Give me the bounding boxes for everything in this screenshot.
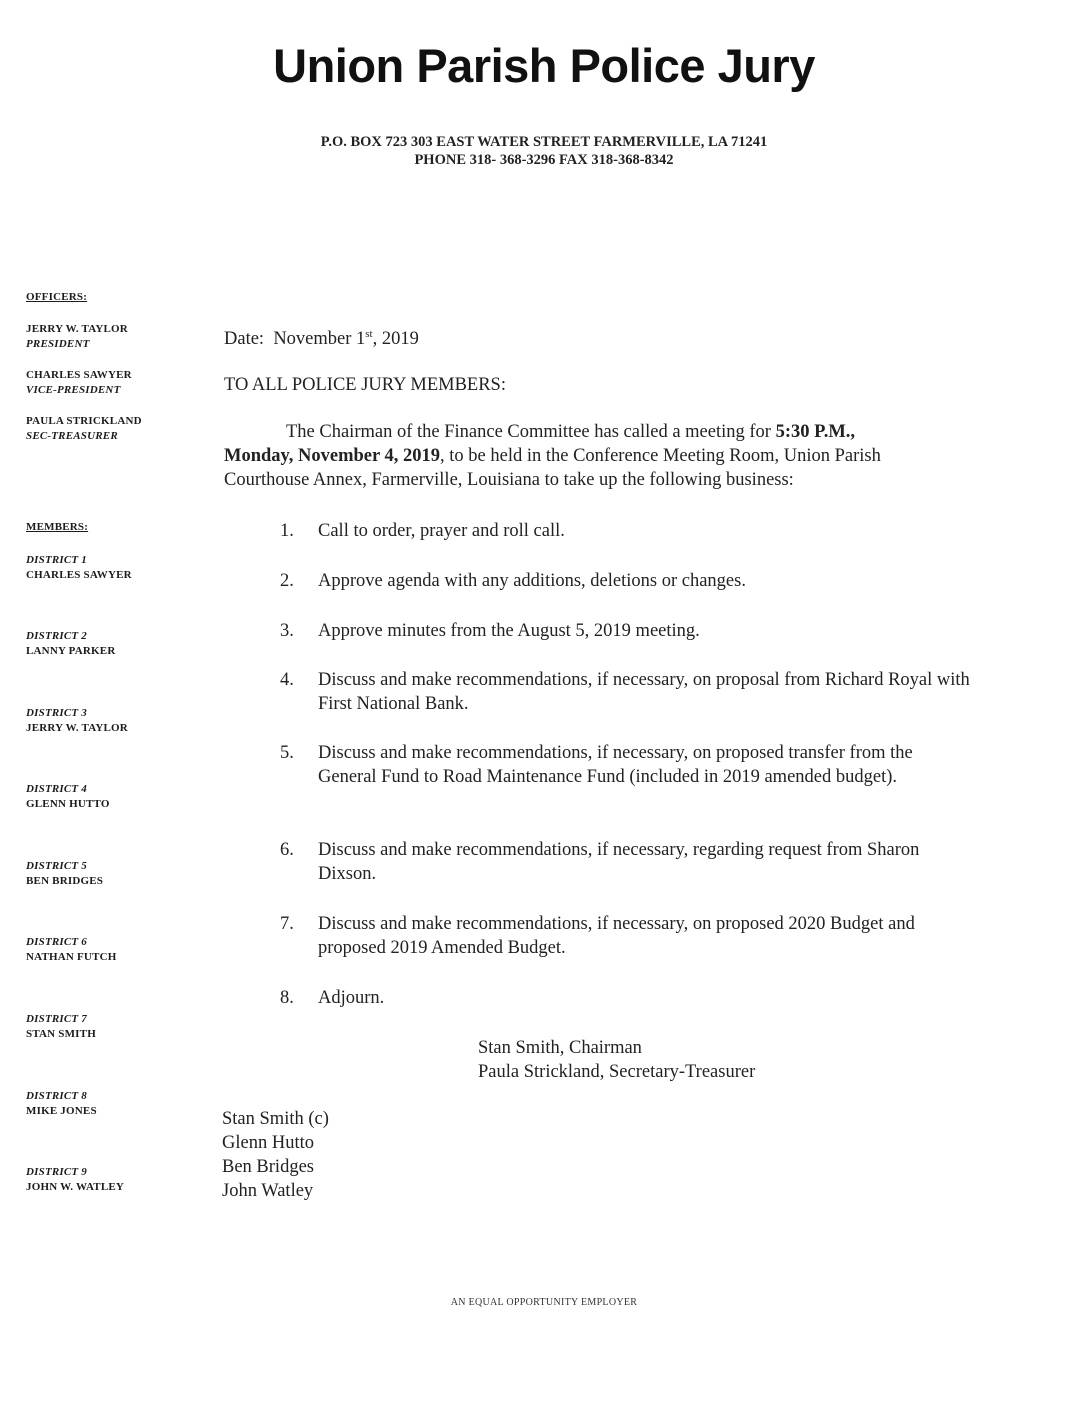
member-district: DISTRICT 5	[26, 860, 87, 872]
officer-entry	[26, 322, 128, 352]
signature-block	[478, 1036, 755, 1084]
member-district: DISTRICT 7	[26, 1013, 87, 1025]
member-name: MIKE JONES	[26, 1105, 97, 1117]
agenda-text: Approve minutes from the August 5, 2019 meeting.	[318, 621, 700, 641]
committee-member: Ben Bridges	[222, 1157, 314, 1177]
member-district: DISTRICT 3	[26, 707, 87, 719]
member-name: CHARLES SAWYER	[26, 569, 132, 581]
member-entry	[26, 1165, 124, 1195]
member-name: BEN BRIDGES	[26, 875, 104, 887]
member-name: NATHAN FUTCH	[26, 951, 117, 963]
member-entry	[26, 1012, 96, 1042]
agenda-number: 8.	[280, 988, 294, 1008]
member-district: DISTRICT 9	[26, 1166, 87, 1178]
officer-title: VICE-PRESIDENT	[26, 384, 121, 396]
agenda-number: 6.	[280, 840, 294, 860]
member-entry	[26, 706, 128, 736]
member-entry	[26, 782, 110, 812]
member-name: LANNY PARKER	[26, 645, 116, 657]
agenda-item	[280, 912, 970, 960]
agenda-item	[280, 741, 970, 789]
member-name: GLENN HUTTO	[26, 798, 110, 810]
member-district: DISTRICT 6	[26, 936, 87, 948]
officer-entry	[26, 414, 142, 444]
officer-entry	[26, 368, 132, 398]
members-heading: MEMBERS:	[26, 521, 89, 533]
agenda-number: 7.	[280, 914, 294, 934]
intro-part1: The Chairman of the Finance Committee has called a meeting for	[286, 422, 776, 442]
date-suffix: st	[365, 328, 373, 340]
intro-paragraph	[224, 420, 964, 492]
date-month-day: November 1	[273, 329, 366, 350]
meeting-time: 5:30 P.M.,	[775, 422, 856, 442]
agenda-number: 2.	[280, 571, 294, 591]
member-district: DISTRICT 8	[26, 1090, 87, 1102]
agenda-text: Approve agenda with any additions, deletions or changes.	[318, 571, 746, 591]
intro-part2: , to be held in the Conference Meeting Room, Union Parish Courthouse Annex, Farmerville, Louisiana to take up the following business:	[224, 446, 881, 490]
signature-line: Stan Smith, Chairman	[478, 1038, 642, 1058]
agenda-item	[280, 668, 970, 716]
letter-date	[224, 322, 419, 351]
committee-member: John Watley	[222, 1181, 314, 1201]
agenda-text: Discuss and make recommendations, if necessary, on proposed 2020 Budget and proposed 2019 Amended Budget.	[318, 914, 915, 958]
date-label: Date:	[224, 329, 265, 350]
member-name: JOHN W. WATLEY	[26, 1181, 125, 1193]
officers-heading: OFFICERS:	[26, 291, 88, 303]
agenda-item	[280, 569, 970, 593]
date-year: , 2019	[372, 329, 419, 350]
agenda-number: 1.	[280, 521, 294, 541]
officer-name: JERRY W. TAYLOR	[26, 323, 128, 335]
agenda-text: Call to order, prayer and roll call.	[318, 521, 565, 541]
agenda-text: Adjourn.	[318, 988, 385, 1008]
letterhead-address: P.O. BOX 723 303 EAST WATER STREET FARMERVILLE, LA 71241	[320, 134, 768, 150]
member-name: STAN SMITH	[26, 1028, 96, 1040]
signature-line: Paula Strickland, Secretary-Treasurer	[478, 1062, 756, 1082]
agenda-text: Discuss and make recommendations, if necessary, on proposal from Richard Royal with First National Bank.	[318, 670, 970, 714]
agenda-item	[280, 838, 970, 886]
officer-name: CHARLES SAWYER	[26, 369, 132, 381]
agenda-number: 5.	[280, 743, 294, 763]
footer-text: AN EQUAL OPPORTUNITY EMPLOYER	[450, 1297, 638, 1308]
committee-members-list	[222, 1107, 329, 1203]
member-entry	[26, 859, 103, 889]
member-entry	[26, 1089, 97, 1119]
meeting-date: Monday, November 4, 2019	[224, 446, 441, 466]
salutation: TO ALL POLICE JURY MEMBERS:	[224, 375, 506, 395]
agenda-item	[280, 986, 970, 1010]
letterhead-title: Union Parish Police Jury	[273, 39, 815, 92]
member-entry	[26, 935, 117, 965]
officer-title: SEC-TREASURER	[26, 430, 118, 442]
agenda-text: Discuss and make recommendations, if necessary, on proposed transfer from the General Fund to Road Maintenance Fund (included in 2019 amended budget).	[318, 743, 913, 787]
member-entry	[26, 553, 132, 583]
member-entry	[26, 629, 115, 659]
officer-title: PRESIDENT	[26, 338, 90, 350]
agenda-number: 3.	[280, 621, 294, 641]
agenda-item	[280, 519, 970, 543]
letterhead-phone-fax: PHONE 318- 368-3296 FAX 318-368-8342	[414, 152, 674, 168]
member-district: DISTRICT 4	[26, 783, 87, 795]
officer-name: PAULA STRICKLAND	[26, 415, 142, 427]
member-district: DISTRICT 2	[26, 630, 87, 642]
committee-member: Stan Smith (c)	[222, 1109, 329, 1129]
agenda-text: Discuss and make recommendations, if necessary, regarding request from Sharon Dixson.	[318, 840, 920, 884]
agenda-item	[280, 619, 970, 643]
member-name: JERRY W. TAYLOR	[26, 722, 128, 734]
committee-member: Glenn Hutto	[222, 1133, 314, 1153]
member-district: DISTRICT 1	[26, 554, 87, 566]
agenda-number: 4.	[280, 670, 294, 690]
